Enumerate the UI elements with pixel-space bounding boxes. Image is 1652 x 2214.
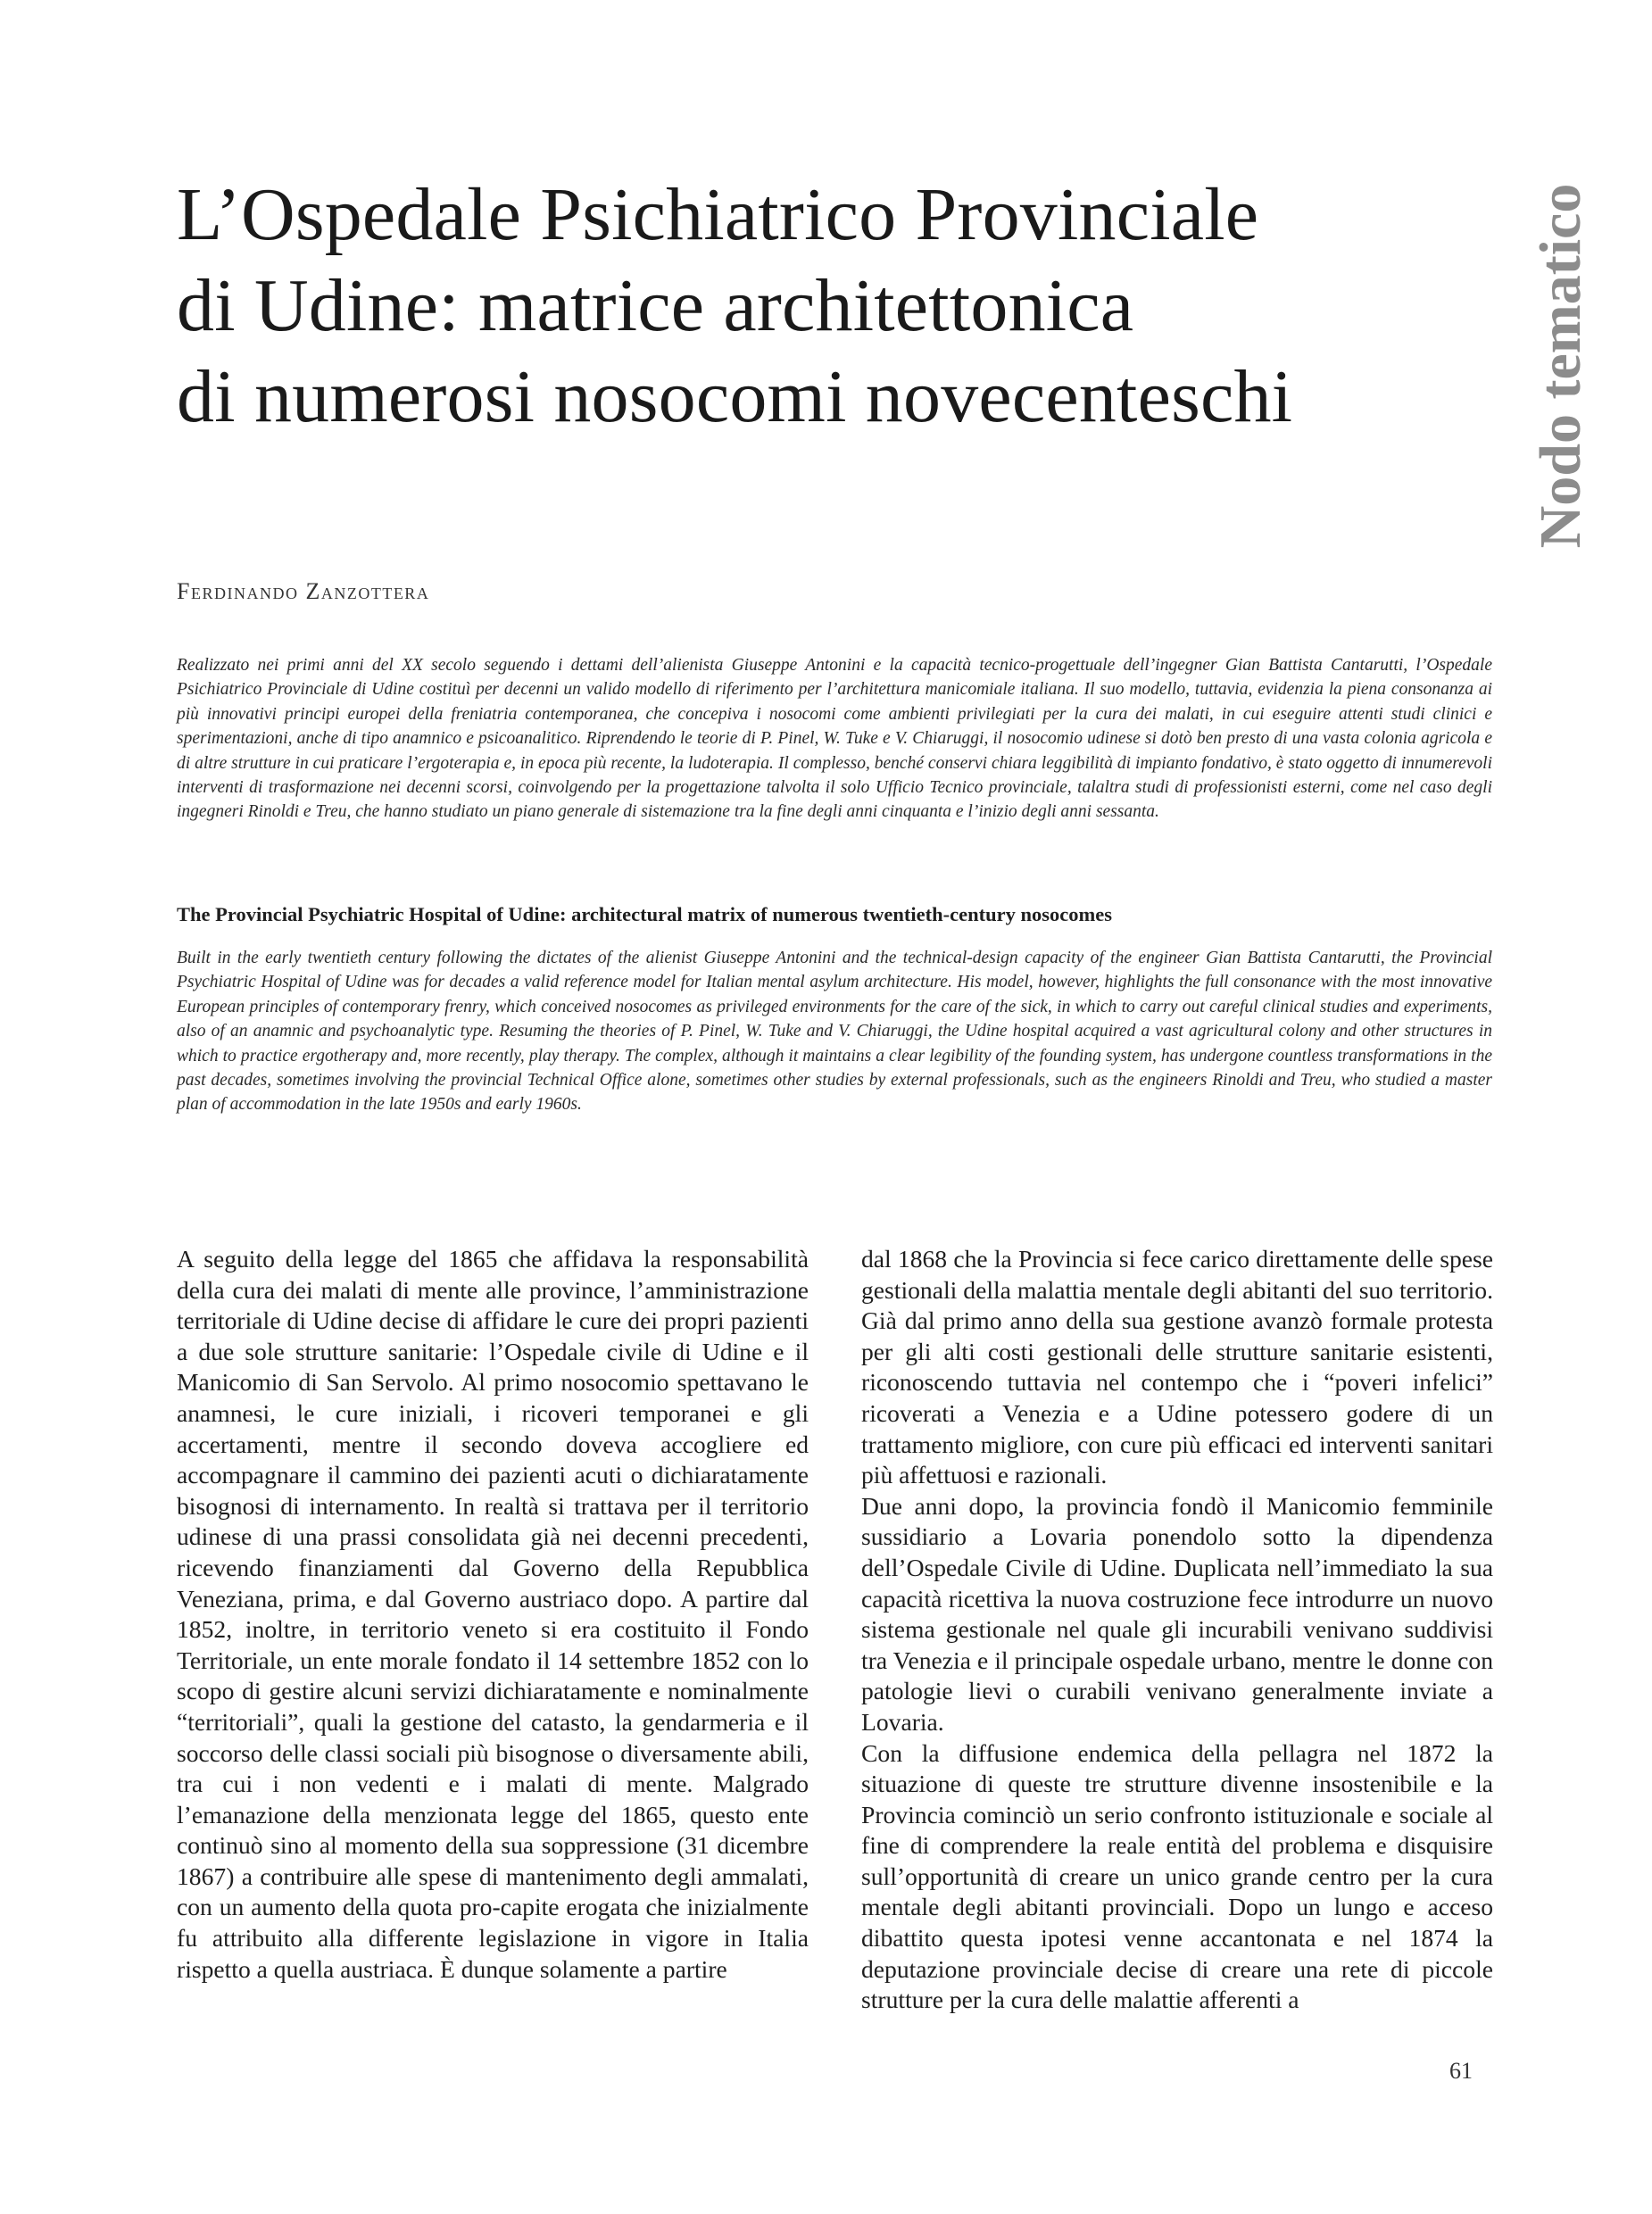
body-paragraph: Con la diffusione endemica della pellagra nel 1872 la situazione di queste tre strutture divenne insostenibile e la Provincia cominciò un serio confronto istituzionale e sociale al fine di comprendere la reale entità del problema e disquisire sull’opportunità di creare un unico grande centro per la cura mentale degli abitanti provinciali. Dopo un lungo e acceso dibattito questa ipotesi venne accantonata e nel 1874 la deputazione provinciale decise di creare una rete di piccole strutture per la cura delle malattie afferenti a bbox=[861, 1738, 1493, 2014]
body-paragraph: dal 1868 che la Provincia si fece carico direttamente delle spese gestionali della malattia mentale degli abitanti del suo territorio. Già dal primo anno della sua gestione avanzò formale protesta per gli alti costi gestionali delle strutture sanitarie esistenti, riconoscendo tuttavia nel contempo che i “poveri infelici” ricoverati a Venezia e a Udine potessero godere di un trattamento migliore, con cure più efficaci ed interventi sanitari più affettuosi e razionali. bbox=[861, 1245, 1493, 1489]
abstract-italian: Realizzato nei primi anni del XX secolo seguendo i dettami dell’alienista Giuseppe Antonini e la capacità tecnico-progettuale dell’ingegner Gian Battista Cantarutti, l’Ospedale Psichiatrico Provinciale di Udine costituì per decenni un valido modello di riferimento per l’architettura manicomiale italiana. Il suo modello, tuttavia, evidenzia la piena consonanza ai più innovativi principi europei della freniatria contemporanea, che concepiva i nosocomi come ambienti privilegiati per la cura dei malati, in cui eseguire attenti studi clinici e sperimentazioni, anche di tipo anamnico e psicoanalitico. Riprendendo le teorie di P. Pinel, W. Tuke e V. Chiaruggi, il nosocomio udinese si dotò ben presto di una vasta colonia agricola e di altre strutture in cui praticare l’ergoterapia e, in epoca più recente, la ludoterapia. Il complesso, benché conservi chiara leggibilità di impianto fondativo, è stato oggetto di innumerevoli interventi di trasformazione nei decenni scorsi, coinvolgendo per la progettazione talvolta il solo Ufficio Tecnico provinciale, talaltra studi di professionisti esterni, come nel caso degli ingegneri Rinoldi e Treu, che hanno studiato un piano generale di sistemazione tra la fine degli anni cinquanta e l’inizio degli anni sessanta. bbox=[177, 656, 1492, 822]
body-column-left bbox=[177, 1244, 809, 1985]
abstract-english: Built in the early twentieth century following the dictates of the alienist Giuseppe Antonini and the technical-design capacity of the engineer Gian Battista Cantarutti, the Provincial Psychiatric Hospital of Udine was for decades a valid reference model for Italian mental asylum architecture. His model, however, highlights the full consonance with the most innovative European principles of contemporary frenry, which conceived nosocomes as privileged environments for the care of the sick, in which to carry out careful clinical studies and experiments, also of an anamnic and psychoanalytic type. Resuming the theories of P. Pinel, W. Tuke and V. Chiaruggi, the Udine hospital acquired a vast agricultural colony and other structures in which to practice ergotherapy and, more recently, play therapy. The complex, although it maintains a clear legibility of the founding system, has undergone countless transformations in the past decades, sometimes involving the provincial Technical Office alone, sometimes other studies by external professionals, such as the engineers Rinoldi and Treu, who studied a master plan of accommodation in the late 1950s and early 1960s. bbox=[177, 949, 1492, 1115]
author-name: Ferdinando Zanzottera bbox=[177, 578, 430, 604]
title-line: di Udine: matrice architettonica bbox=[177, 264, 1134, 347]
article-title bbox=[177, 170, 1426, 443]
page-number: 61 bbox=[1449, 2058, 1473, 2084]
section-label-vertical: Nodo tematico bbox=[1528, 183, 1593, 549]
body-paragraph: Due anni dopo, la provincia fondò il Manicomio femminile sussidiario a Lovaria ponendolo sotto la dipendenza dell’Ospedale Civile di Udine. Duplicata nell’immediato la sua capacità ricettiva la nuova costruzione fece introdurre un nuovo sistema gestionale nel quale gli incurabili venivano suddivisi tra Venezia e il principale ospedale urbano, mentre le donne con patologie lievi o curabili venivano generalmente inviate a Lovaria. bbox=[861, 1491, 1493, 1736]
body-paragraph: A seguito della legge del 1865 che affidava la responsabilità della cura dei malati di mente alle province, l’amministrazione territoriale di Udine decise di affidare le cure dei propri pazienti a due sole strutture sanitarie: l’Ospedale civile di Udine e il Manicomio di San Servolo. Al primo nosocomio spettavano le anamnesi, le cure iniziali, i ricoveri temporanei e gli accertamenti, mentre il secondo doveva accogliere ed accompagnare il cammino dei pazienti acuti o dichiaratamente bisognosi di internamento. In realtà si trattava per il territorio udinese di una prassi consolidata già nei decenni precedenti, ricevendo finanziamenti dal Governo della Repubblica Veneziana, prima, e dal Governo austriaco dopo. A partire dal 1852, inoltre, in territorio veneto si era costituito il Fondo Territoriale, un ente morale fondato il 14 settembre 1852 con lo scopo di gestire alcuni servizi dichiaratamente e nominalmente “territoriali”, quali la gestione del catasto, la gendarmeria e il soccorso delle classi sociali più bisognose o diversamente abili, tra cui i non vedenti e i malati di mente. Malgrado l’emanazione della menzionata legge del 1865, questo ente continuò sino al momento della sua soppressione (31 dicembre 1867) a contribuire alle spese di mantenimento degli ammalati, con un aumento della quota pro-capite erogata che inizialmente fu attribuito alla differente legislazione in vigore in Italia rispetto a quella austriaca. È dunque solamente a partire bbox=[177, 1245, 809, 1983]
body-column-right bbox=[861, 1244, 1493, 2016]
title-line: di numerosi nosocomi novecenteschi bbox=[177, 355, 1293, 438]
title-line: L’Ospedale Psichiatrico Provinciale bbox=[177, 173, 1259, 256]
english-title: The Provincial Psychiatric Hospital of Udine: architectural matrix of numerous twentieth-century nosocomes bbox=[177, 903, 1112, 925]
